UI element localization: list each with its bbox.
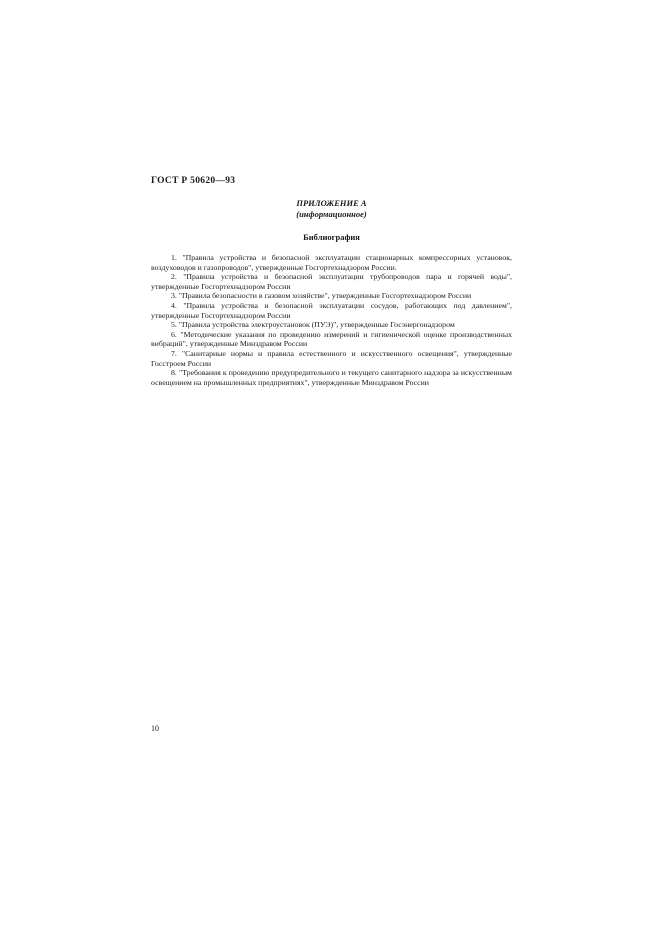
bibliography-item: 4. "Правила устройства и безопасной эксплуатации сосудов, работающих под давлением", утвержденные Госгортехнадзором России: [151, 300, 512, 320]
bibliography-item: 2. "Правила устройства и безопасной эксплуатации трубопроводов пара и горячей воды", утвержденные Госгортехнадзором России: [151, 272, 512, 291]
bibliography-item: 5. "Правила устройства электроустановок (ПУЭ)", утвержденные Госэнергонадзором: [171, 320, 455, 330]
bibliography-list: [151, 253, 512, 387]
bibliography-item: 8. "Требования к проведению предупредительного и текущего санитарного надзора за искусственным освещением на промышленных предприятиях", утвержденные Минздравом России: [151, 368, 512, 387]
bibliography-item: 1. "Правила устройства и безопасной эксплуатации стационарных компрессорных установок, воздуховодов и газопроводов", утвержденные Госгортехнадзором России.: [151, 253, 512, 272]
appendix-heading: [151, 198, 512, 220]
bibliography-item: 6. "Методические указания по проведению измерений и гигиенической оценке производственных вибраций", утвержденные Минздравом России: [151, 329, 512, 349]
bibliography-item: 3. "Правила безопасности в газовом хозяйстве", утвержденные Госгортехнадзором России: [171, 291, 472, 301]
bibliography-item: 7. "Санитарные нормы и правила естественного и искусственного освещения", утвержденные Госстроем России: [151, 348, 512, 368]
appendix-subtitle: (информационное): [296, 209, 367, 219]
page-number: 10: [151, 724, 159, 733]
appendix-title: ПРИЛОЖЕНИЕ А: [296, 198, 367, 208]
document-code: ГОСТ Р 50620—93: [151, 176, 236, 186]
section-title: Библиография: [303, 232, 360, 242]
